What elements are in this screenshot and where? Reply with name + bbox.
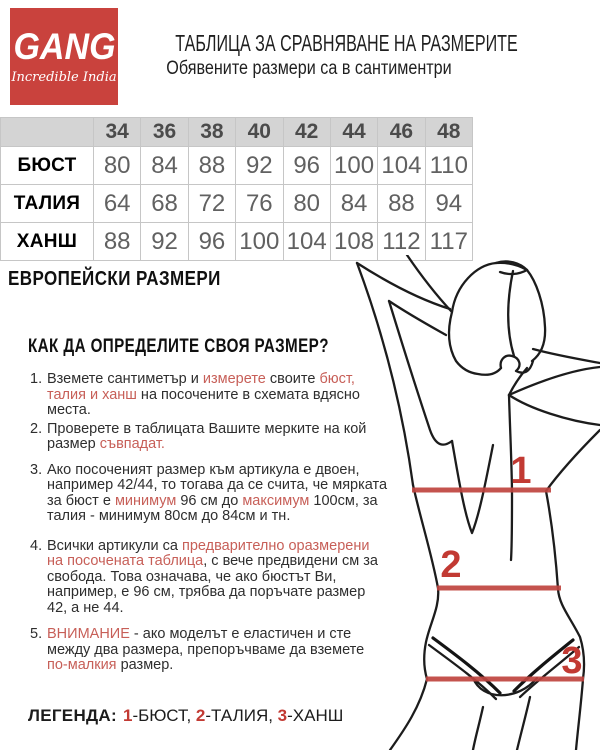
figure-right-shoulder: [533, 349, 600, 363]
list-item-text: [47, 463, 388, 525]
size-header-row: [1, 118, 473, 147]
legend-segment: 2: [195, 706, 206, 725]
table-row: [1, 185, 473, 223]
size-value-cell: 88: [378, 185, 425, 223]
size-value-cell: 110: [425, 147, 472, 185]
size-column-header: 36: [141, 118, 188, 147]
list-item-segment: Проверете в таблицата Вашите мерките на кой размер: [47, 420, 367, 452]
brand-tagline: Incredible India: [11, 69, 117, 85]
list-item-segment: - ако моделът е еластичен и сте между два размера, препоръчваме да вземете: [47, 626, 365, 658]
size-column-header: 40: [236, 118, 283, 147]
figure-right-arm-under: [509, 395, 600, 425]
figure-inner-thigh-right: [517, 697, 530, 750]
list-item-segment: Всички артикули са: [47, 537, 182, 554]
table-corner-cell: [1, 118, 94, 147]
brand-logo: [10, 8, 118, 105]
list-item-segment: на посочените в схемата вдясно места.: [47, 386, 360, 418]
list-item-number: 4.: [30, 537, 43, 554]
size-value-cell: 84: [330, 185, 377, 223]
list-item-segment: минимум: [114, 492, 177, 509]
brand-name: GANG: [12, 25, 116, 67]
size-column-header: 44: [330, 118, 377, 147]
figure-inner-thigh-left: [473, 707, 483, 750]
list-item-segment: 100см, за талия - минимум 80см до 84см и тн.: [47, 492, 378, 524]
figure-face: [449, 312, 501, 375]
size-value-cell: 76: [236, 185, 283, 223]
list-item-segment: Ако посоченият размер към артикула е двоен, например 42/44, то тогава да се счита, че мярката за бюст е: [47, 461, 388, 509]
figure-hair-inner: [508, 271, 514, 356]
size-table: [0, 117, 473, 261]
legend-segment: -ХАНШ: [287, 706, 344, 725]
size-value-cell: 96: [188, 223, 235, 261]
size-value-cell: 104: [283, 223, 330, 261]
list-item-segment: по-малкия: [47, 657, 117, 673]
size-column-header: 48: [425, 118, 472, 147]
hips-marker-number: 3: [561, 640, 583, 682]
list-item-number: 1.: [30, 371, 43, 387]
figure-bikini-band-left: [433, 638, 500, 693]
list-item-segment: , с вече предвидени см за свобода. Това означава, че ако бюстът Ви, например, е 96 см, трябва да поръчате размер 42, а не 44.: [47, 553, 378, 616]
size-value-cell: 112: [378, 223, 425, 261]
list-item: [30, 422, 388, 453]
size-column-header: 38: [188, 118, 235, 147]
figure-right-arm-top: [509, 367, 600, 395]
size-value-cell: 80: [94, 147, 141, 185]
size-value-cell: 104: [378, 147, 425, 185]
size-value-cell: 92: [236, 147, 283, 185]
legend-segment: 1: [122, 706, 133, 725]
list-item-segment: съвпадат.: [99, 436, 165, 452]
legend: [28, 706, 343, 726]
measurement-row-label: ТАЛИЯ: [1, 185, 94, 223]
list-item-segment: размер.: [116, 657, 174, 673]
figure-right-side: [546, 491, 584, 750]
list-item-segment: максимум: [242, 492, 310, 509]
list-item-segment: предварително оразмерени на посочената таблица: [47, 537, 370, 569]
size-value-cell: 117: [425, 223, 472, 261]
size-value-cell: 100: [330, 147, 377, 185]
list-item: [30, 627, 388, 674]
list-item-segment: бюст, талия и ханш: [47, 371, 355, 403]
size-guide-list: [30, 372, 388, 677]
size-value-cell: 64: [94, 185, 141, 223]
waist-marker-number: 2: [440, 544, 462, 586]
size-value-cell: 94: [425, 185, 472, 223]
size-column-header: 42: [283, 118, 330, 147]
size-value-cell: 72: [188, 185, 235, 223]
size-column-header: 46: [378, 118, 425, 147]
figure-chest-line: [452, 441, 493, 533]
european-sizes-heading: ЕВРОПЕЙСКИ РАЗМЕРИ: [8, 268, 221, 290]
figure-chin: [501, 356, 533, 373]
legend-segment: -БЮСТ,: [132, 706, 196, 725]
size-value-cell: 96: [283, 147, 330, 185]
list-item-text: [47, 372, 388, 419]
list-item-segment: 96 см до: [176, 492, 243, 509]
size-value-cell: 80: [283, 185, 330, 223]
how-to-heading: КАК ДА ОПРЕДЕЛИТЕ СВОЯ РАЗМЕР?: [28, 336, 329, 357]
list-item: [30, 463, 388, 525]
size-column-header: 34: [94, 118, 141, 147]
list-item-segment: измерете: [202, 371, 266, 387]
size-value-cell: 68: [141, 185, 188, 223]
size-value-cell: 88: [94, 223, 141, 261]
list-item-segment: своите: [265, 371, 320, 387]
list-item-text: [47, 627, 388, 674]
page-title: ТАБЛИЦА ЗА СРАВНЯВАНЕ НА РАЗМЕРИТЕ: [175, 30, 518, 56]
legend-segment: -ТАЛИЯ,: [205, 706, 278, 725]
list-item-segment: ВНИМАНИЕ: [47, 626, 130, 642]
size-value-cell: 84: [141, 147, 188, 185]
size-value-cell: 88: [188, 147, 235, 185]
figure-left-arm-inner: [389, 301, 452, 445]
legend-label: ЛЕГЕНДА:: [28, 706, 117, 725]
list-item: [30, 372, 388, 419]
list-item-number: 3.: [30, 461, 43, 478]
table-row: [1, 147, 473, 185]
list-item-text: [47, 422, 388, 453]
legend-segment: 3: [277, 706, 288, 725]
size-value-cell: 100: [236, 223, 283, 261]
list-item-number: 5.: [30, 626, 43, 642]
list-item-segment: Вземете сантиметър и: [47, 371, 203, 387]
size-value-cell: 108: [330, 223, 377, 261]
bust-marker-number: 1: [510, 450, 532, 492]
legend-text: [123, 706, 343, 725]
figure-head: [452, 263, 545, 361]
figure-right-arm-return: [546, 430, 600, 491]
size-value-cell: 92: [141, 223, 188, 261]
list-item: [30, 539, 388, 617]
list-item-text: [47, 539, 388, 617]
page-subtitle: Обявените размери са в сантиментри: [166, 58, 452, 79]
figure-left-side: [390, 485, 438, 750]
header: [118, 30, 518, 81]
measurement-row-label: ХАНШ: [1, 223, 94, 261]
list-item-number: 2.: [30, 420, 43, 437]
measurement-row-label: БЮСТ: [1, 147, 94, 185]
